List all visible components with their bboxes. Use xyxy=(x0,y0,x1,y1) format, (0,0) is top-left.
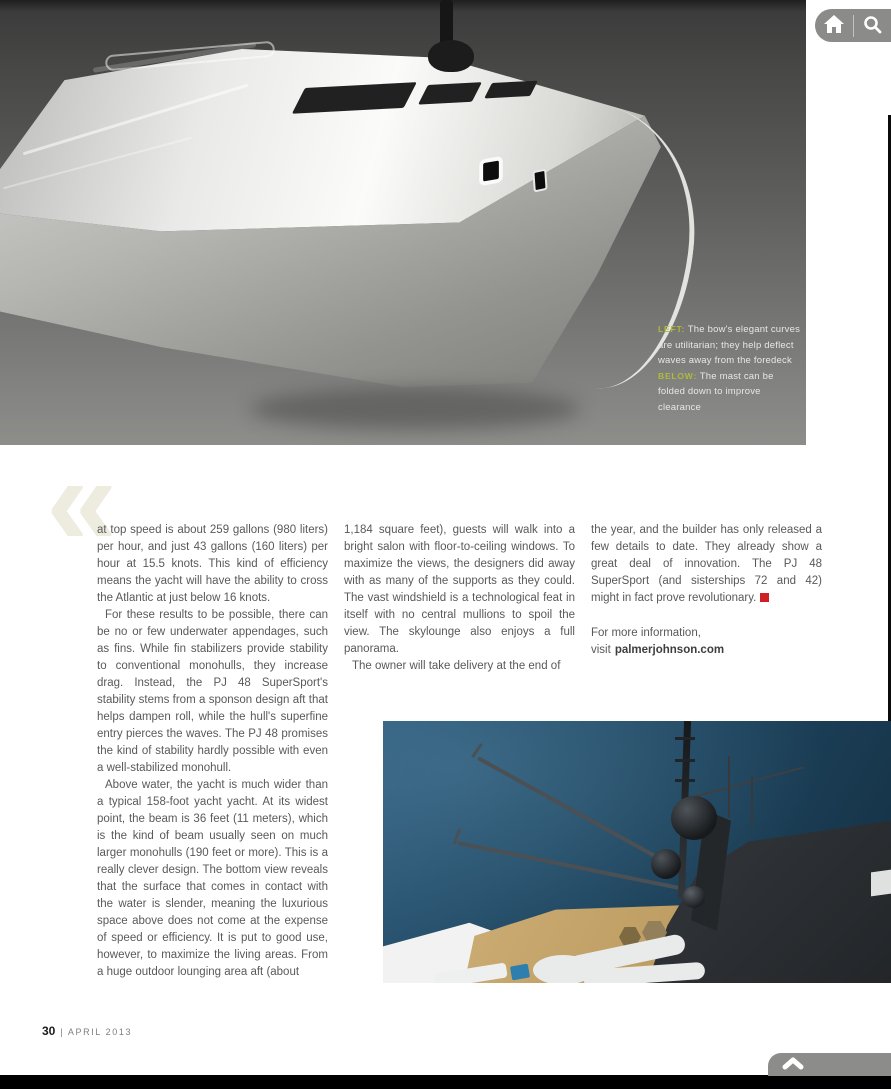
paragraph: The owner will take delivery at the end of xyxy=(352,660,561,672)
radar-dome-tiny xyxy=(683,886,705,908)
more-info-prefix: visit xyxy=(591,644,611,656)
image-caption xyxy=(658,322,803,415)
paragraph: 1,184 square feet), guests will walk into a bright salon with floor-to-ceiling windows. To maximize the views, the designers did away with as many of the supports as they could. The vast windshield is a technological feat in itself with no central mullions to spoil the view. The skylounge also enjoys a full panorama. xyxy=(344,524,575,655)
hull-port-window xyxy=(479,156,503,187)
paragraph: Above water, the yacht is much wider than a typical 158-foot yacht yacht. At its widest point, the beam is 36 feet (11 meters), which is the kind of beam usually seen on much larger monohulls (190 feet or more). This is a really clever design. The bottom view reveals that the surface that comes in contact with the water is slender, meaning the luxurious space above does not come at the expense of speed or efficiency. It is put to good use, however, to maximize the living areas. From a huge outdoor lounging area aft (about xyxy=(97,779,328,978)
search-button[interactable] xyxy=(857,11,887,41)
home-icon xyxy=(824,15,844,36)
more-info-line1: For more information, xyxy=(591,627,701,639)
hull-port-window xyxy=(532,168,547,192)
radar-dome-small xyxy=(651,849,681,879)
website-link[interactable]: palmerjohnson.com xyxy=(614,644,725,656)
mast-crossbar xyxy=(675,737,695,740)
chevron-up-icon xyxy=(781,1056,805,1073)
article-column-1 xyxy=(97,522,328,981)
paragraph-text: the year, and the builder has only released a few details to date. They already show a great deal of innovation. The PJ 48 SuperSport (and sisterships 72 and 42) might in fact prove revolutionary. xyxy=(591,524,822,604)
mast-crossbar xyxy=(675,759,695,762)
home-button[interactable] xyxy=(819,11,849,41)
hero-image-yacht-bow xyxy=(0,0,806,445)
paragraph: For these results to be possible, there can be no or few underwater appendages, such as fins. While fin stabilizers provide stability to conventional monohulls, they increase drag. Instead, the PJ 48 SuperSport's stability stems from a sponson design aft that helps dampen roll, while the hull's superfine entry pierces the waves. The PJ 48 promises the kind of stability hardly possible with even a well-stabilized monohull. xyxy=(97,609,328,774)
caption-below-text: The mast can be folded down to improve clearance xyxy=(658,370,774,413)
bottom-bar xyxy=(0,1075,891,1089)
issue-label: | APRIL 2013 xyxy=(60,1027,133,1037)
more-info-block xyxy=(591,625,822,659)
more-info-line2 xyxy=(591,642,822,659)
viewer-toolbar xyxy=(815,9,891,42)
caption-left-label: LEFT: xyxy=(658,324,686,334)
antenna xyxy=(751,776,753,828)
article-end-mark xyxy=(760,593,769,602)
roof-equipment-box xyxy=(871,870,891,897)
search-icon xyxy=(863,15,882,37)
mast-crossbar xyxy=(675,779,695,782)
white-lounger xyxy=(533,955,593,983)
page-footer xyxy=(42,1024,132,1038)
mast-base xyxy=(428,40,474,72)
caption-below-label: BELOW: xyxy=(658,370,698,381)
toolbar-divider xyxy=(853,15,854,37)
paragraph xyxy=(591,522,822,607)
photo-yacht-mast-aerial xyxy=(383,721,891,983)
page-number: 30 xyxy=(42,1024,56,1038)
scroll-top-button[interactable] xyxy=(768,1053,891,1076)
pull-quote-mark: « xyxy=(46,430,118,573)
paragraph: at top speed is about 259 gallons (980 liters) per hour, and just 43 gallons (160 liters) per hour at 15.5 knots. This kind of efficiency means the yacht will have the ability to cross the Atlantic at just below 16 knots. xyxy=(97,524,328,604)
yacht-keel-shadow xyxy=(250,388,580,430)
antenna xyxy=(728,756,730,818)
caption-left-text: The bow's elegant curves are utilitarian; they help deflect waves away from the foredeck xyxy=(658,324,801,366)
radar-dome-large xyxy=(671,796,717,840)
